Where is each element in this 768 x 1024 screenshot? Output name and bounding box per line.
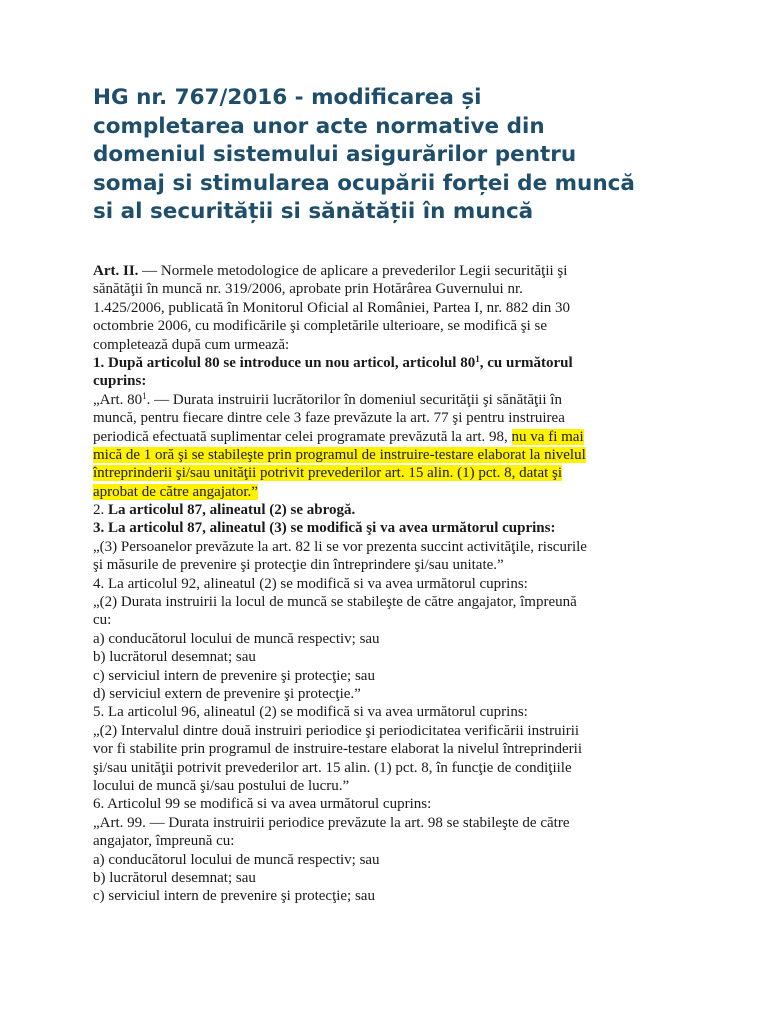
- list-item: a) conducătorul locului de muncă respectiv; sau: [93, 851, 380, 868]
- item-heading-2: 2. La articolul 87, alineatul (2) se abrogă.: [93, 502, 356, 519]
- quote-line: şi/sau unităţii potrivit prevederilor art. 15 alin. (1) pct. 8, în funcţie de condiţiile: [93, 759, 572, 776]
- quote-line: [93, 446, 693, 464]
- intro-line: octombrie 2006, cu modificările şi completările ulterioare, se modifică şi se: [93, 318, 548, 335]
- list-item: d) serviciul extern de prevenire şi protecţie.”: [93, 685, 361, 702]
- list-item: b) lucrătorul desemnat; sau: [93, 649, 256, 666]
- article-label: Art. II.: [93, 263, 139, 279]
- intro-line: sănătăţii în muncă nr. 319/2006, aprobate prin Hotărârea Guvernului nr.: [93, 281, 523, 298]
- title-line: si al securității si sănătății în muncă: [93, 199, 534, 224]
- title-line: completarea unor acte normative din: [93, 113, 545, 139]
- intro-line: 1.425/2006, publicată în Monitorul Oficial al României, Partea I, nr. 882 din 30: [93, 299, 570, 316]
- quote-line: „Art. $80^1$. — Durata instruirii lucrătorilor în domeniul securităţii şi sănătăţii în: [93, 390, 562, 408]
- quote-line: „(2) Intervalul dintre două instruiri periodice şi periodicitatea verificării instruirii: [93, 722, 580, 739]
- quote-line: „(2) Durata instruirii la locul de muncă se stabileşte de către angajator, împreună: [93, 594, 577, 611]
- title-line: domeniul sistemului asigurărilor pentru: [93, 142, 577, 167]
- intro-line: completează după cum urmează:: [93, 336, 290, 353]
- list-item: c) serviciul intern de prevenire şi protecţie; sau: [93, 667, 375, 684]
- item-heading-1-cont: cuprins:: [93, 373, 147, 390]
- title-line: somaj si stimularea ocupării forței de muncă: [93, 170, 635, 196]
- item-heading-4: 4. La articolul 92, alineatul (2) se modifică si va avea următorul cuprins:: [93, 575, 528, 592]
- quote-line: „(3) Persoanelor prevăzute la art. 82 li se vor prezenta succint activităţile, riscurile: [93, 538, 587, 555]
- item-heading-3: 3. La articolul 87, alineatul (3) se modifică şi va avea următorul cuprins:: [93, 520, 556, 537]
- quote-line: angajator, împreună cu:: [93, 833, 235, 850]
- list-item: a) conducătorul locului de muncă respectiv; sau: [93, 630, 380, 647]
- item-heading-6: 6. Articolul 99 se modifică si va avea următorul cuprins:: [93, 796, 432, 813]
- document-title: [93, 84, 733, 227]
- list-item: c) serviciul intern de prevenire şi protecţie; sau: [93, 888, 375, 905]
- quote-line: vor fi stabilite prin programul de instruire-testare elaborat la nivelul întreprinderii: [93, 741, 583, 758]
- quote-line: şi măsurile de prevenire şi protecţie din întreprindere şi/sau unitate.”: [93, 557, 504, 574]
- highlighted-text: mică de 1 oră şi se stabileşte prin programul de instruire-testare elaborat la nivelul: [93, 446, 586, 463]
- quote-line: cu:: [93, 612, 112, 629]
- highlighted-text: aprobat de către angajator.”: [93, 483, 258, 500]
- quote-line: [93, 483, 693, 501]
- quote-line: locului de muncă şi/sau postului de lucru.”: [93, 777, 350, 794]
- highlighted-text: nu va fi mai: [511, 428, 584, 445]
- title-line: HG nr. 767/2016 - modificarea și: [93, 85, 482, 110]
- quote-line: „Art. 99. — Durata instruirii periodice prevăzute la art. 98 se stabileşte de către: [93, 814, 570, 831]
- document-body: [93, 262, 693, 906]
- highlighted-text: întreprinderii şi/sau unităţii potrivit prevederilor art. 15 alin. (1) pct. 8, datat şi: [93, 465, 563, 482]
- quote-line: [93, 464, 693, 482]
- quote-line: muncă, pentru fiecare dintre cele 3 faze prevăzute la art. 77 şi pentru instruirea: [93, 410, 565, 427]
- intro-line: Art. II. — Normele metodologice de aplicare a prevederilor Legii securităţii şi: [93, 263, 568, 279]
- list-item: b) lucrătorul desemnat; sau: [93, 869, 256, 886]
- quote-line: periodică efectuată suplimentar celei programate prevăzută la art. 98, nu va fi mai: [93, 428, 584, 445]
- item-heading-5: 5. La articolul 96, alineatul (2) se modifică si va avea următorul cuprins:: [93, 704, 528, 721]
- item-heading-1: 1. După articolul 80 se introduce un nou articol, articolul $80^1$, cu următorul: [93, 353, 573, 371]
